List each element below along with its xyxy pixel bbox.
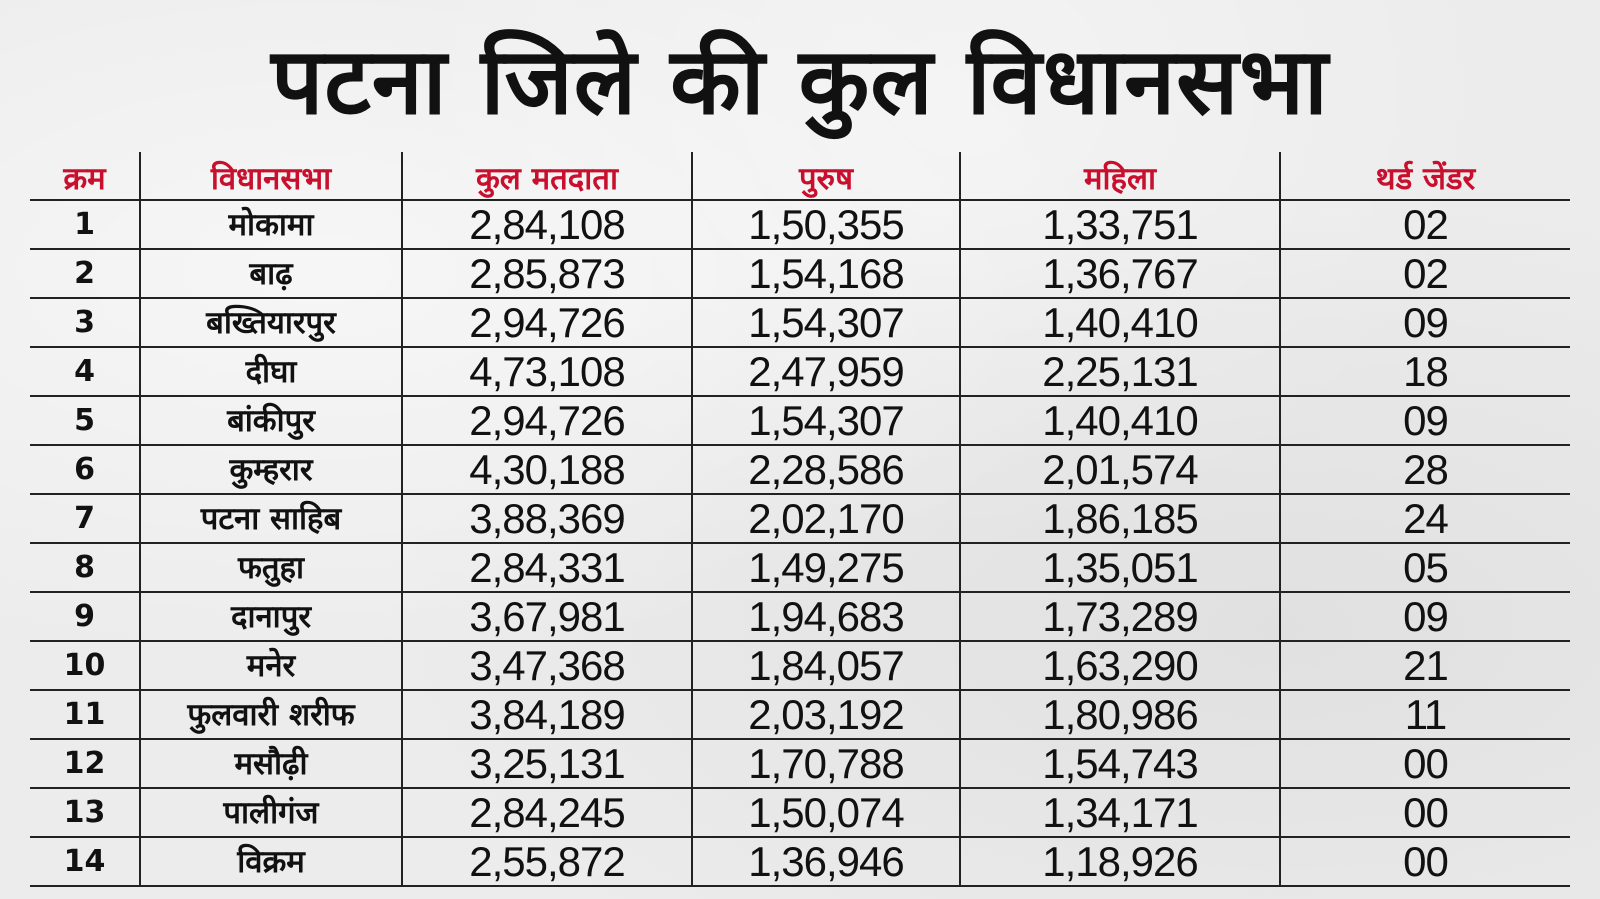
table-row bbox=[30, 641, 1570, 690]
third-gender-cell: 02 bbox=[1280, 249, 1570, 298]
serial-cell: 10 bbox=[30, 641, 140, 690]
male-cell: 1,54,307 bbox=[692, 396, 960, 445]
male-cell: 2,28,586 bbox=[692, 445, 960, 494]
female-cell: 2,25,131 bbox=[960, 347, 1280, 396]
third-gender-cell: 02 bbox=[1280, 200, 1570, 249]
constituency-table bbox=[30, 152, 1570, 887]
serial-cell: 12 bbox=[30, 739, 140, 788]
male-cell: 1,50,074 bbox=[692, 788, 960, 837]
table-row bbox=[30, 200, 1570, 249]
constituency-cell: मोकामा bbox=[140, 200, 402, 249]
table-row bbox=[30, 543, 1570, 592]
male-cell: 1,84,057 bbox=[692, 641, 960, 690]
third-gender-cell: 24 bbox=[1280, 494, 1570, 543]
table-row bbox=[30, 739, 1570, 788]
third-gender-cell: 00 bbox=[1280, 788, 1570, 837]
third-gender-cell: 28 bbox=[1280, 445, 1570, 494]
female-cell: 1,18,926 bbox=[960, 837, 1280, 886]
total-voters-cell: 2,94,726 bbox=[402, 298, 692, 347]
third-gender-cell: 09 bbox=[1280, 298, 1570, 347]
constituency-cell: विक्रम bbox=[140, 837, 402, 886]
column-header-constituency: विधानसभा bbox=[140, 152, 402, 200]
male-cell: 1,54,307 bbox=[692, 298, 960, 347]
serial-cell: 11 bbox=[30, 690, 140, 739]
male-cell: 1,94,683 bbox=[692, 592, 960, 641]
female-cell: 1,73,289 bbox=[960, 592, 1280, 641]
serial-cell: 2 bbox=[30, 249, 140, 298]
third-gender-cell: 11 bbox=[1280, 690, 1570, 739]
female-cell: 1,54,743 bbox=[960, 739, 1280, 788]
table-row bbox=[30, 788, 1570, 837]
serial-cell: 8 bbox=[30, 543, 140, 592]
column-header-serial: क्रम bbox=[30, 152, 140, 200]
total-voters-cell: 2,84,331 bbox=[402, 543, 692, 592]
total-voters-cell: 3,67,981 bbox=[402, 592, 692, 641]
female-cell: 1,40,410 bbox=[960, 396, 1280, 445]
male-cell: 2,03,192 bbox=[692, 690, 960, 739]
column-header-total-voters: कुल मतदाता bbox=[402, 152, 692, 200]
constituency-cell: दीघा bbox=[140, 347, 402, 396]
serial-cell: 5 bbox=[30, 396, 140, 445]
male-cell: 1,54,168 bbox=[692, 249, 960, 298]
table-row bbox=[30, 249, 1570, 298]
female-cell: 1,33,751 bbox=[960, 200, 1280, 249]
table-row bbox=[30, 690, 1570, 739]
constituency-cell: फुलवारी शरीफ bbox=[140, 690, 402, 739]
constituency-cell: पालीगंज bbox=[140, 788, 402, 837]
total-voters-cell: 3,84,189 bbox=[402, 690, 692, 739]
female-cell: 1,63,290 bbox=[960, 641, 1280, 690]
serial-cell: 3 bbox=[30, 298, 140, 347]
table-row bbox=[30, 298, 1570, 347]
male-cell: 2,47,959 bbox=[692, 347, 960, 396]
third-gender-cell: 09 bbox=[1280, 592, 1570, 641]
total-voters-cell: 2,94,726 bbox=[402, 396, 692, 445]
female-cell: 1,34,171 bbox=[960, 788, 1280, 837]
total-voters-cell: 4,30,188 bbox=[402, 445, 692, 494]
female-cell: 1,36,767 bbox=[960, 249, 1280, 298]
female-cell: 1,35,051 bbox=[960, 543, 1280, 592]
table-row bbox=[30, 837, 1570, 886]
male-cell: 2,02,170 bbox=[692, 494, 960, 543]
male-cell: 1,49,275 bbox=[692, 543, 960, 592]
column-header-male: पुरुष bbox=[692, 152, 960, 200]
male-cell: 1,50,355 bbox=[692, 200, 960, 249]
serial-cell: 4 bbox=[30, 347, 140, 396]
total-voters-cell: 2,55,872 bbox=[402, 837, 692, 886]
total-voters-cell: 3,25,131 bbox=[402, 739, 692, 788]
constituency-cell: बख्तियारपुर bbox=[140, 298, 402, 347]
column-header-female: महिला bbox=[960, 152, 1280, 200]
constituency-cell: बांकीपुर bbox=[140, 396, 402, 445]
serial-cell: 1 bbox=[30, 200, 140, 249]
third-gender-cell: 00 bbox=[1280, 837, 1570, 886]
table-row bbox=[30, 445, 1570, 494]
total-voters-cell: 2,84,108 bbox=[402, 200, 692, 249]
total-voters-cell: 3,47,368 bbox=[402, 641, 692, 690]
constituency-cell: मनेर bbox=[140, 641, 402, 690]
serial-cell: 9 bbox=[30, 592, 140, 641]
serial-cell: 7 bbox=[30, 494, 140, 543]
third-gender-cell: 05 bbox=[1280, 543, 1570, 592]
third-gender-cell: 09 bbox=[1280, 396, 1570, 445]
serial-cell: 13 bbox=[30, 788, 140, 837]
table-row bbox=[30, 347, 1570, 396]
total-voters-cell: 2,84,245 bbox=[402, 788, 692, 837]
table-row bbox=[30, 396, 1570, 445]
column-header-third-gender: थर्ड जेंडर bbox=[1280, 152, 1570, 200]
third-gender-cell: 18 bbox=[1280, 347, 1570, 396]
table-row bbox=[30, 494, 1570, 543]
constituency-cell: कुम्हरार bbox=[140, 445, 402, 494]
constituency-cell: मसौढ़ी bbox=[140, 739, 402, 788]
total-voters-cell: 4,73,108 bbox=[402, 347, 692, 396]
female-cell: 1,40,410 bbox=[960, 298, 1280, 347]
constituency-cell: फतुहा bbox=[140, 543, 402, 592]
male-cell: 1,70,788 bbox=[692, 739, 960, 788]
table-body bbox=[30, 200, 1570, 886]
table-header-row bbox=[30, 152, 1570, 200]
serial-cell: 6 bbox=[30, 445, 140, 494]
female-cell: 2,01,574 bbox=[960, 445, 1280, 494]
page-title: पटना जिले की कुल विधानसभा bbox=[271, 28, 1329, 135]
third-gender-cell: 00 bbox=[1280, 739, 1570, 788]
third-gender-cell: 21 bbox=[1280, 641, 1570, 690]
male-cell: 1,36,946 bbox=[692, 837, 960, 886]
female-cell: 1,80,986 bbox=[960, 690, 1280, 739]
serial-cell: 14 bbox=[30, 837, 140, 886]
constituency-cell: बाढ़ bbox=[140, 249, 402, 298]
constituency-cell: पटना साहिब bbox=[140, 494, 402, 543]
female-cell: 1,86,185 bbox=[960, 494, 1280, 543]
total-voters-cell: 3,88,369 bbox=[402, 494, 692, 543]
table-row bbox=[30, 592, 1570, 641]
total-voters-cell: 2,85,873 bbox=[402, 249, 692, 298]
constituency-cell: दानापुर bbox=[140, 592, 402, 641]
